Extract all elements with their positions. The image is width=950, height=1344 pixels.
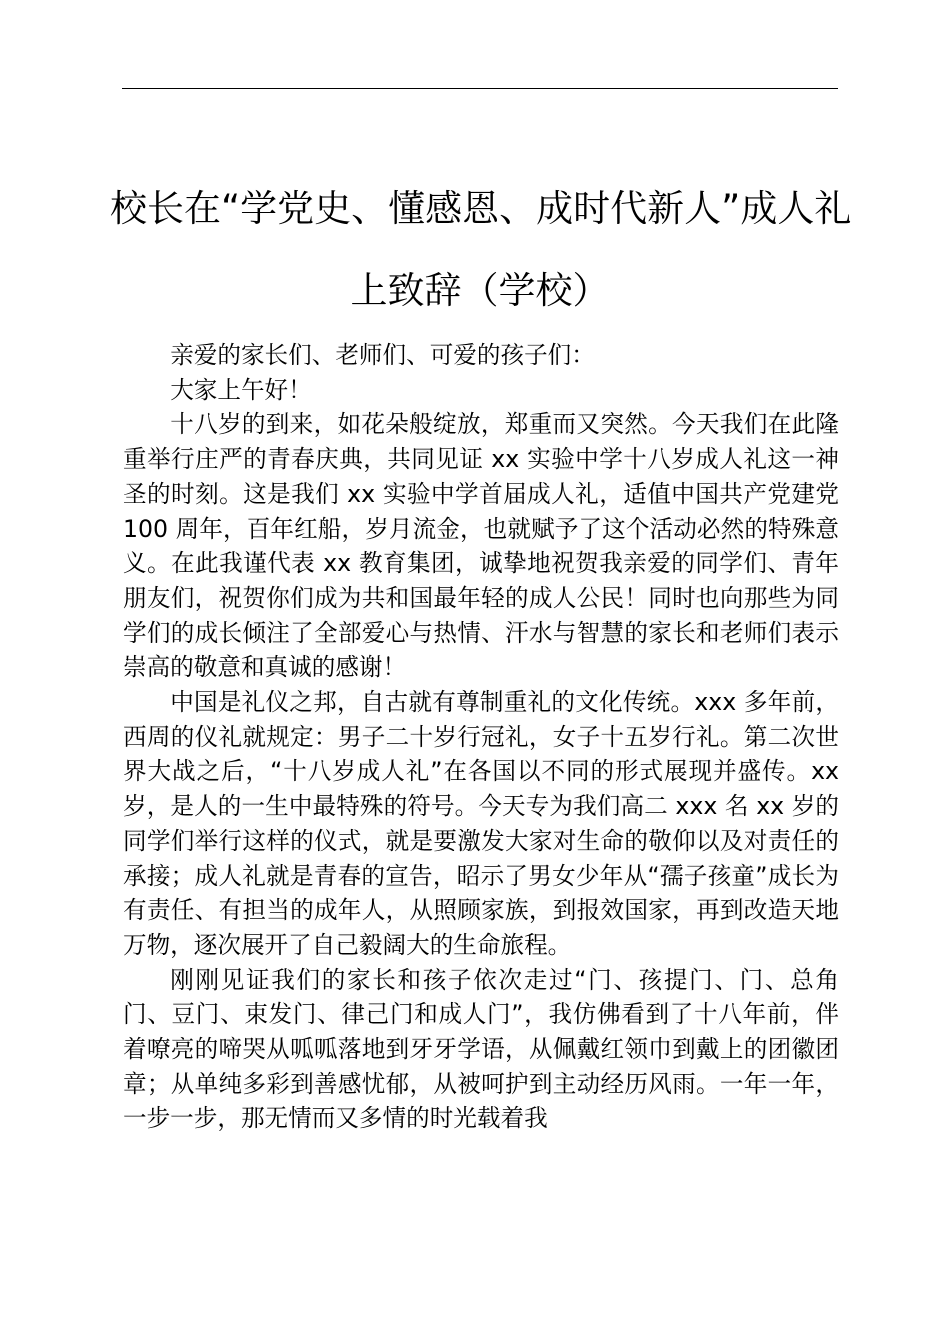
document-body (123, 338, 839, 1136)
header-rule (122, 88, 838, 89)
paragraph-1: 十八岁的到来，如花朵般绽放，郑重而又突然。今天我们在此隆重举行庄严的青春庆典，共同见证 xx 实验中学十八岁成人礼这一神圣的时刻。这是我们 xx 实验中学首届成人礼，适值中国共产党建党 100 周年，百年红船，岁月流金，也就赋予了这个活动必然的特殊意义。在此我谨代表 xx 教育集团，诚挚地祝贺我亲爱的同学们、青年朋友们，祝贺你们成为共和国最年轻的成人公民！同时也向那些为同学们的成长倾注了全部爱心与热情、汗水与智慧的家长和老师们表示崇高的敬意和真诚的感谢！ (123, 410, 839, 682)
document-title (110, 168, 850, 332)
paragraph-2: 中国是礼仪之邦，自古就有尊制重礼的文化传统。xxx 多年前，西周的仪礼就规定：男子二十岁行冠礼，女子十五岁行礼。第二次世界大战之后，“十八岁成人礼”在各国以不同的形式展现并盛传。xx 岁，是人的一生中最特殊的符号。今天专为我们高二 xxx 名 xx 岁的同学们举行这样的仪式，就是要激发大家对生命的敬仰以及对责任的承接；成人礼就是青春的宣告，昭示了男女少年从“孺子孩童”成长为有责任、有担当的成年人，从照顾家族，到报效国家，再到改造天地万物，逐次展开了自己毅阔大的生命旅程。 (123, 688, 839, 959)
title-line-1: 校长在“学党史、懂感恩、成时代新人”成人礼 (110, 187, 852, 230)
paragraph-3: 刚刚见证我们的家长和孩子依次走过“门、孩提门、门、总角门、豆门、束发门、律己门和成人门”，我仿佛看到了十八年前，伴着嘹亮的啼哭从呱呱落地到牙牙学语，从佩戴红领巾到戴上的团徽团章；从单纯多彩到善感忧郁，从被呵护到主动经历风雨。一年一年，一步一步，那无情而又多情的时光载着我 (123, 965, 839, 1133)
title-line-2: 上致辞（学校） (350, 269, 610, 312)
salutation: 亲爱的家长们、老师们、可爱的孩子们： (170, 341, 595, 369)
greeting: 大家上午好！ (170, 375, 312, 404)
